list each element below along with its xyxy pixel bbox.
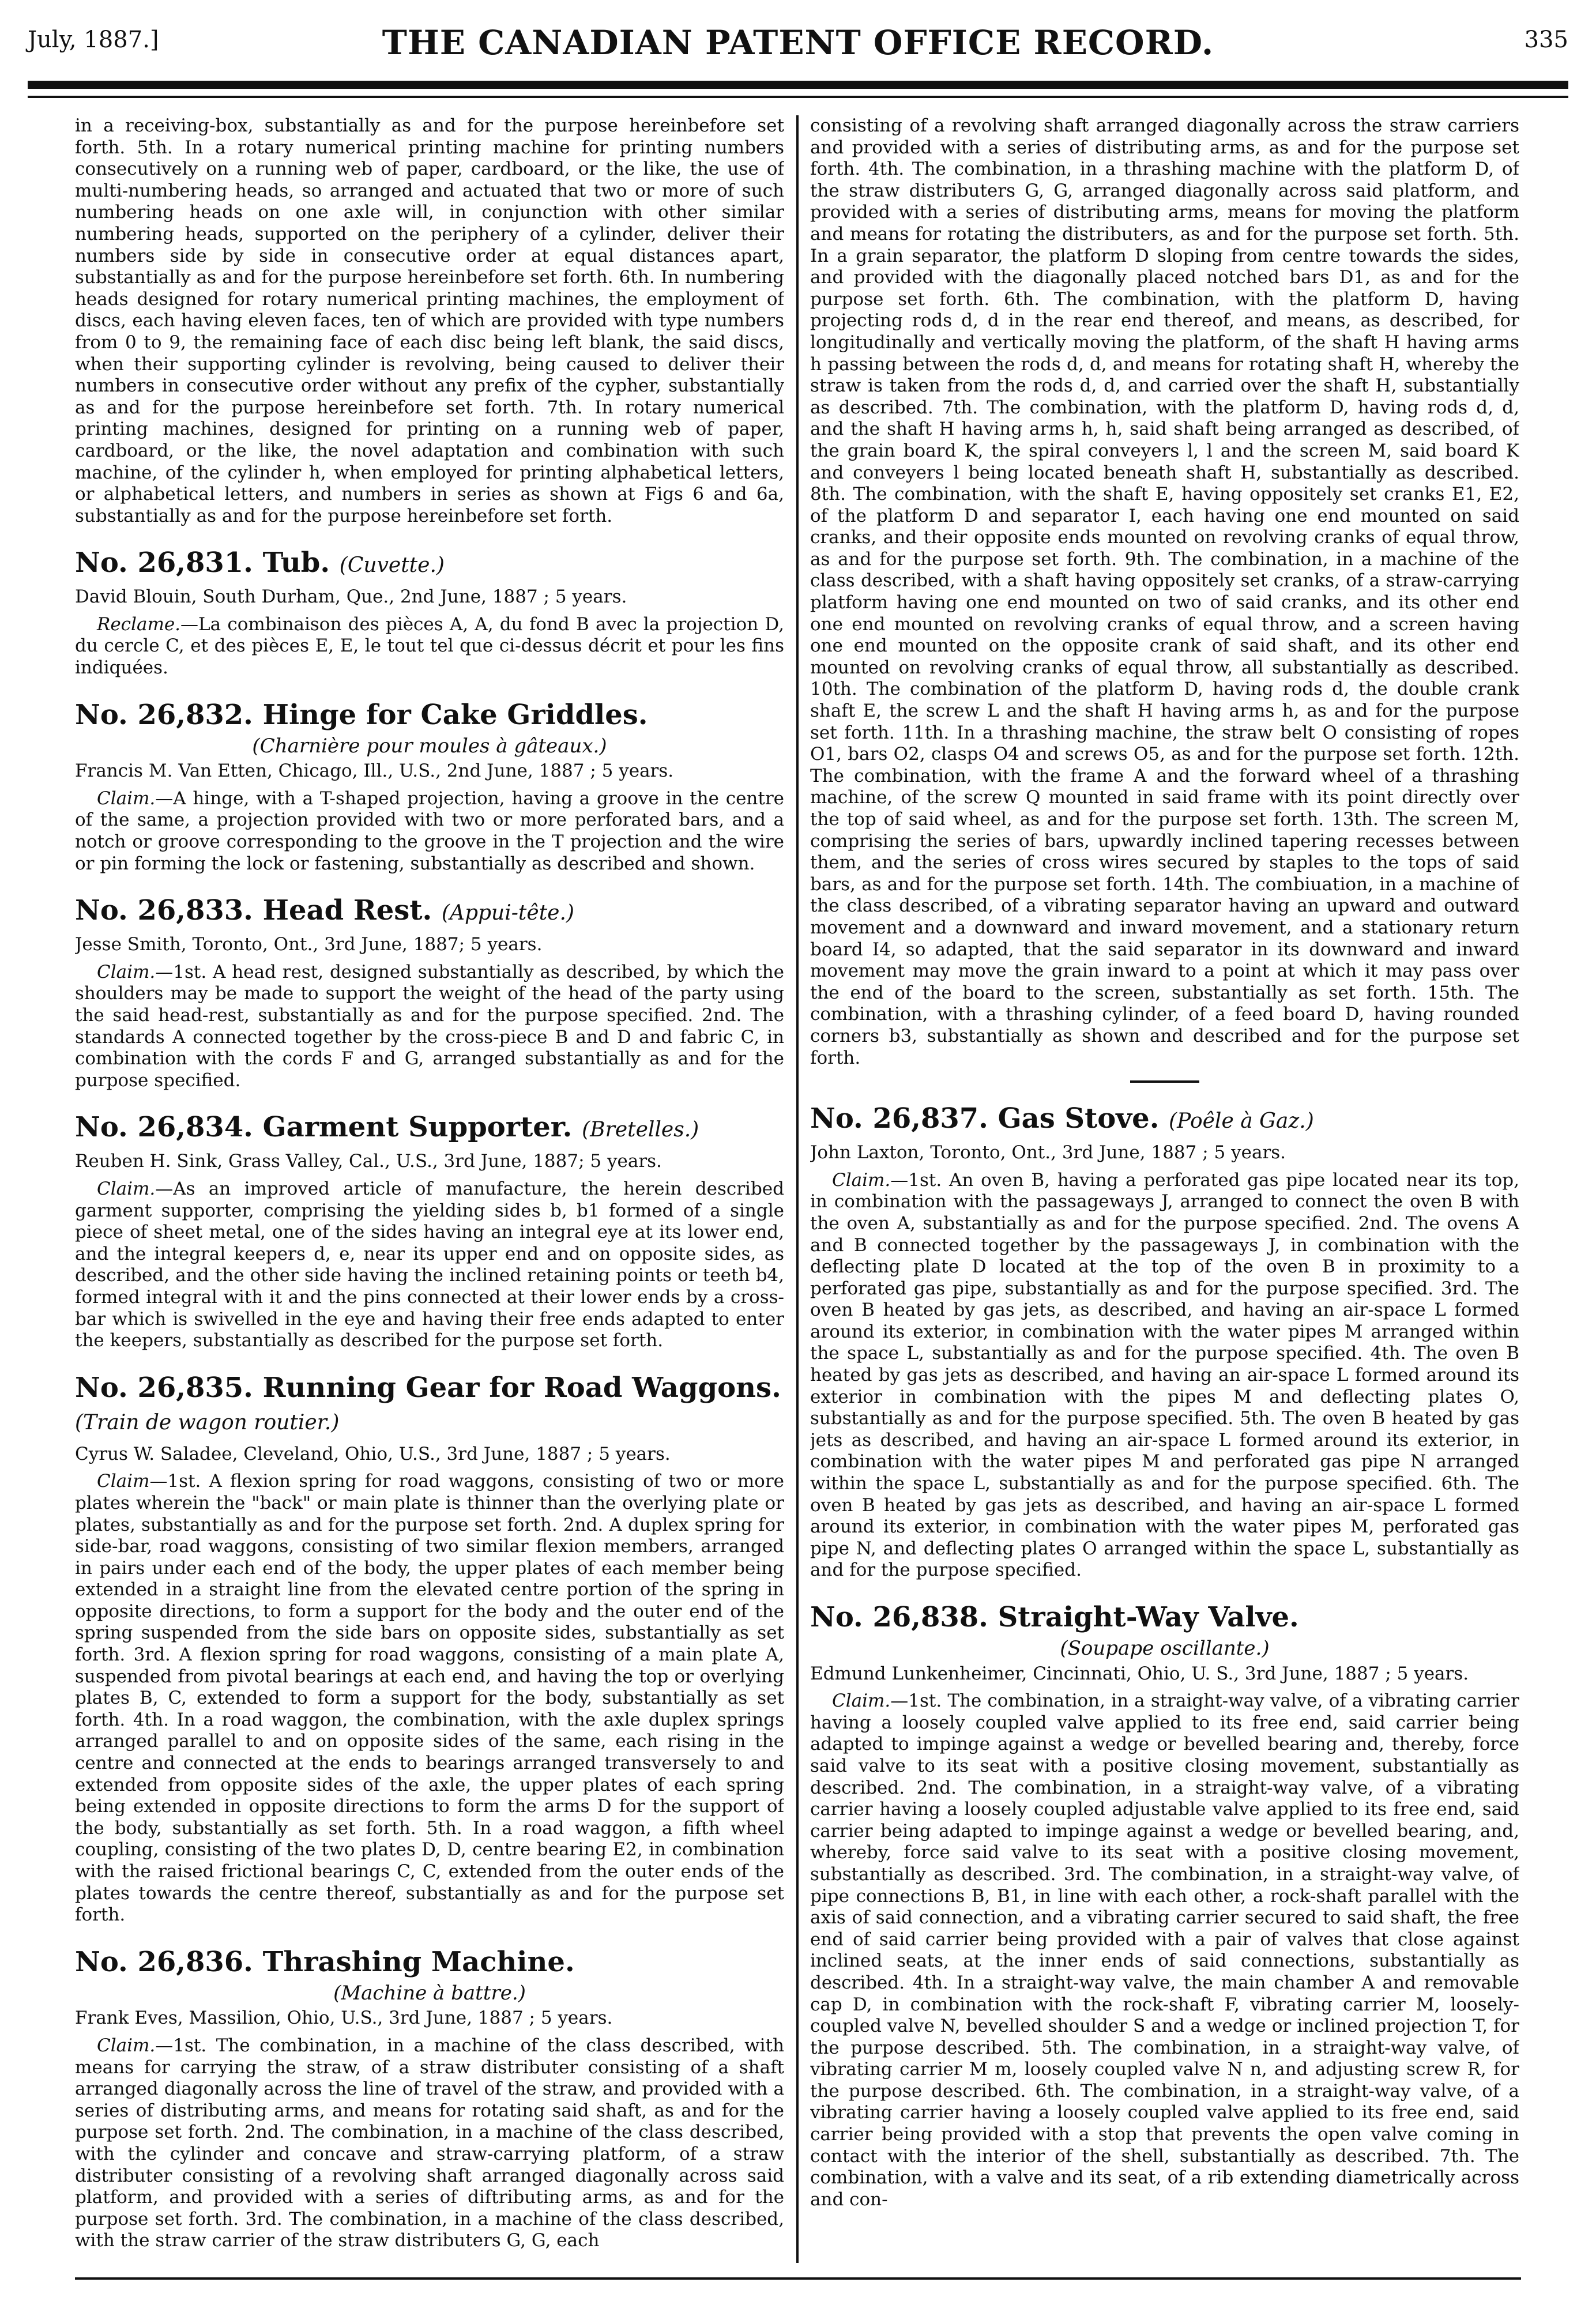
patent-title	[810, 1102, 1519, 1138]
patent-french-title: (Train de wagon routier.)	[75, 1410, 340, 1434]
journal-title: THE CANADIAN PATENT OFFICE RECORD.	[382, 23, 1214, 62]
page-number: 335	[1524, 27, 1568, 53]
claim-label: Claim.	[97, 961, 156, 982]
claim-text	[75, 2035, 784, 2252]
claim-text	[75, 614, 784, 679]
inventor-line: John Laxton, Toronto, Ont., 3rd June, 1887 ; 5 years.	[810, 1142, 1286, 1163]
claim-text	[75, 962, 784, 1092]
patent-title	[75, 547, 784, 582]
claim-label: Claim.	[97, 788, 156, 809]
footer-rule	[75, 2277, 1521, 2280]
claim-text	[75, 1178, 784, 1352]
page-header	[28, 23, 1568, 69]
header-rule-thin	[28, 96, 1568, 98]
patent-title: No. 26,838. Straight-Way Valve.	[810, 1601, 1299, 1633]
claim-label: Claim.	[832, 1690, 891, 1712]
patent-title	[75, 894, 784, 929]
inventor-line: Cyrus W. Saladee, Cleveland, Ohio, U.S., 3rd June, 1887 ; 5 years.	[75, 1443, 671, 1464]
patent-title: No. 26,832. Hinge for Cake Griddles.	[75, 698, 648, 731]
claim-body: —1st. The combination, in a machine of the class described, with means for carrying the straw, of a straw distributer consisting of a shaft arranged diagonally across the line of travel of the straw, and provided with a series of distributing arms, and means for rotating said shaft, as and for the purpose set forth. 2nd. The combination, in a machine of the class described, with the cylinder and concave and straw-carrying platform, of a straw distributer consisting of a revolving shaft arranged diagonally across said platform, and provided with a series of diftributing arms, as and for the purpose set forth. 3rd. The combination, in a machine of the class described, with the straw carrier of the straw distributers G, G, each	[75, 2035, 784, 2251]
right-column	[810, 115, 1519, 2263]
patent-french-title: (Poêle à Gaz.)	[1169, 1109, 1314, 1133]
patent-title	[75, 1111, 784, 1146]
inventor-line: Edmund Lunkenheimer, Cincinnati, Ohio, U. S., 3rd June, 1887 ; 5 years.	[810, 1663, 1469, 1684]
patent-entry-26835	[75, 1372, 784, 1926]
patent-entry-26836	[75, 1946, 784, 2252]
patent-french-title: (Soupape oscillante.)	[1060, 1637, 1270, 1660]
patent-title	[75, 1372, 784, 1439]
issue-date: July, 1887.]	[28, 27, 159, 53]
left-column	[75, 115, 784, 2263]
patent-french-title: (Bretelles.)	[582, 1118, 699, 1142]
claim-body: —1st. The combination, in a straight-way valve, of a vibrating carrier having a loosely coupled valve applied to its free end, said carrier being adapted to impinge against a wedge or bevelled bearing and, thereby, force said valve to its seat with a positive closing movement, substantially as described. 2nd. The combination, in a straight-way valve, of a vibrating carrier having a loosely coupled adjustable valve applied to its free end, said carrier being adapted to impinge against a wedge or bevelled bearing, and, whereby, force said valve to its seat with a positive closing movement, substantially as described. 3rd. The combination, in a straight-way valve, of pipe connections B, B1, in line with each other, a rock-shaft parallel with the axis of said connection, and a vibrating carrier secured to said shaft, the free end of said carrier being provided with a pair of valves that close against inclined seats, at the inner ends of said connections, substantially as described. 4th. In a straight-way valve, the main chamber A and removable cap D, in combination with the rock-shaft F, vibrating carrier M, loosely-coupled valve N, bevelled shoulder S and a wedge or inclined projection T, for the purpose described. 5th. The combination, in a straight-way valve, of vibrating carrier M m, loosely coupled valve N n, and adjusting screw R, for the purpose described. 6th. The combination, in a straight-way valve, of a vibrating carrier having a loosely coupled valve applied to its free end, said carrier being provided with a stop that prevents the open valve coming in contact with the interior of the shell, substantially as described. 7th. The combination, with a valve and its seat, of a rib extending diametrically across and con-	[810, 1690, 1519, 2210]
patent-title-text: No. 26,837. Gas Stove.	[810, 1102, 1160, 1135]
claim-text	[810, 1690, 1519, 2210]
continued-claims: in a receiving-box, substantially as and for the purpose hereinbefore set forth. 5th. In a rotary numerical printing machine for printing numbers consecutively on a running web of paper, cardboard, or the like, the use of multi-numbering heads, so arranged and actuated that two or more of such numbering heads on one axle will, in conjunction with other similar numbering heads, supported on the periphery of a cylinder, deliver their numbers side by side in consecutive order at equal distances apart, substantially as and for the purpose hereinbefore set forth. 6th. In numbering heads designed for rotary numerical printing machines, the employment of discs, each having eleven faces, ten of which are provided with type numbers from 0 to 9, the remaining face of each disc being left blank, the said discs, when their supporting cylinder is revolving, being caused to deliver their numbers in consecutive order without any prefix of the cypher, substantially as and for the purpose hereinbefore set forth. 7th. In rotary numerical printing machines, designed for printing on a running web of paper, cardboard, or the like, the novel adaptation and combination with such machine, of the cylinder h, when employed for printing alphabetical letters, or alphabetical letters, and numbers in series as shown at Figs 6 and 6a, substantially as and for the purpose hereinbefore set forth.	[75, 115, 784, 526]
patent-french-title: (Machine à battre.)	[333, 1981, 526, 2005]
claim-body: —1st. A flexion spring for road waggons, consisting of two or more plates wherein the "back" or main plate is thinner than the overlying plate or plates, substantially as and for the purpose set forth. 2nd. A duplex spring for side-bar, road waggons, consisting of two similar flexion members, arranged in pairs under each end of the body, the upper plates of each member being extended in a straight line from the elevated centre portion of the spring in opposite directions, to form a support for the body and the outer end of the spring suspended from the side bars on opposite sides, substantially as set forth. 3rd. A flexion spring for road waggons, consisting of a main plate A, suspended from pivotal bearings at each end, and having the top or overlying plates B, C, extended to form a support for the body, substantially as set forth. 4th. In a road waggon, the combination, with the axle duplex springs arranged parallel to and on opposite sides of the same, each rising in the centre and connected at the ends to bearings arranged transversely to and extended from opposite sides of the axle, the upper plates of each spring being extended in opposite directions to form the arms D for the support of the body, substantially as set forth. 5th. In a road waggon, a fifth wheel coupling, consisting of the two plates D, D, centre bearing E2, in combination with the raised frictional bearings C, C, extended from the outer ends of the plates towards the centre thereof, substantially as and for the purpose set forth.	[75, 1471, 784, 1926]
claim-body: —As an improved article of manufacture, the herein described garment supporter, comprising the yielding sides b, b1 formed of a single piece of sheet metal, one of the sides having an integral eye at its lower end, and the integral keepers d, e, near its upper end and on opposite sides, as described, and the other side having the inclined retaining points or teeth b4, formed integral with it and the pins connected at their lower ends by a cross-bar which is swivelled in the eye and having their free ends adapted to enter the keepers, substantially as described for the purpose set forth.	[75, 1178, 784, 1351]
inventor-line: Frank Eves, Massilion, Ohio, U.S., 3rd June, 1887 ; 5 years.	[75, 2008, 613, 2029]
inventor-line: Jesse Smith, Toronto, Ont., 3rd June, 1887; 5 years.	[75, 934, 543, 955]
patent-entry-26832	[75, 699, 784, 875]
claim-label: Claim.	[97, 2035, 156, 2056]
patent-entry-26838	[810, 1601, 1519, 2210]
claim-body: —A hinge, with a T-shaped projection, having a groove in the centre of the same, a projection provided with two or more perforated bars, and a notch or groove corresponding to the groove in the T projection and the wire or pin forming the lock or fastening, substantially as described and shown.	[75, 788, 784, 874]
patent-title-text: No. 26,835. Running Gear for Road Waggons.	[75, 1371, 781, 1404]
patent-entry-26837	[810, 1102, 1519, 1581]
patent-french-title: (Appui-tête.)	[441, 901, 574, 925]
patent-french-title: (Charnière pour moules à gâteaux.)	[252, 734, 607, 758]
claim-body: —1st. A head rest, designed substantially as described, by which the shoulders may be made to support the weight of the head of the party using the said head-rest, substantially as and for the purpose specified. 2nd. The standards A connected together by the cross-piece B and D and fabric C, in combination with the cords F and G, arranged substantially as and for the purpose specified.	[75, 961, 784, 1091]
patent-entry-26831	[75, 547, 784, 679]
patent-entry-26833	[75, 894, 784, 1091]
header-rule-thick	[28, 81, 1568, 89]
patent-title-text: No. 26,831. Tub.	[75, 547, 330, 579]
claim-body: —La combinaison des pièces A, A, du fond B avec la projection D, du cercle C, et des pièces E, E, le tout tel que ci-dessus décrit et pour les fins indiquées.	[75, 613, 784, 679]
patent-title-text: No. 26,834. Garment Supporter.	[75, 1111, 573, 1144]
inventor-line: David Blouin, South Durham, Que., 2nd June, 1887 ; 5 years.	[75, 586, 627, 608]
continued-claims: consisting of a revolving shaft arranged diagonally across the straw carriers and provided with a series of distributing arms, as and for the purpose set forth. 4th. The combination, in a thrashing machine with the platform D, of the straw distributers G, G, arranged diagonally across said platform, and provided with a series of distributing arms, means for moving the platform and means for rotating the distributers, as and for the purpose set forth. 5th. In a grain separator, the platform D sloping from centre towards the sides, and provided with the diagonally placed notched bars D1, as and for the purpose set forth. 6th. The combination, with the platform D, having projecting rods d, d in the rear end thereof, and means, as described, for longitudinally and vertically moving the platform, of the shaft H having arms h passing between the rods d, d, and means for rotating shaft H, whereby the straw is taken from the rods d, d, and carried over the shaft H, substantially as described. 7th. The combination, with the platform D, having rods d, d, and the shaft H having arms h, h, said shaft being arranged as described, of the grain board K, the spiral conveyers l, l and the screen M, said board K and conveyers l being located beneath shaft H, substantially as described. 8th. The combination, with the shaft E, having oppositely set cranks E1, E2, of the platform D and separator I, each having one end mounted on said cranks, and their opposite ends mounted on revolving cranks of equal throw, as and for the purpose set forth. 9th. The combination, in a machine of the class described, with a shaft having oppositely set cranks, of a straw-carrying platform having one end mounted on two of said cranks, and its other end one end mounted on revolving cranks of equal throw, and a screen having one end mounted on the opposite crank of said shaft, and its other end mounted on revolving cranks of equal throw, all substantially as described. 10th. The combination of the platform D, having rods d, the double crank shaft E, the screw L and the shaft H having arms h, as and for the purpose set forth. 11th. In a thrashing machine, the straw belt O consisting of ropes O1, bars O2, clasps O4 and screws O5, as and for the purpose set forth. 12th. The combination, with the frame A and the forward wheel of a thrashing machine, of the screw Q mounted in said frame with its point directly over the top of said wheel, as and for the purpose set forth. 13th. The screen M, comprising the series of bars, upwardly inclined tapering recesses between them, and the series of cross wires secured by staples to the tops of said bars, as and for the purpose set forth. 14th. The combiuation, in a machine of the class described, of a vibrating separator having an upward and outward movement and a downward and inward movement, and a stationary return board I4, so adapted, that the said separator in its downward and inward movement may move the grain inward to a point at which it may pass over the end of the board to the screen, substantially as set forth. 15th. The combination, with a thrashing cylinder, of a feed board D, having rounded corners b3, substantially as shown and described and for the purpose set forth.	[810, 115, 1519, 1068]
patent-french-title: (Cuvette.)	[339, 553, 445, 578]
claim-label: Claim.	[832, 1169, 891, 1191]
claim-text	[810, 1170, 1519, 1581]
claim-text	[75, 1471, 784, 1926]
patent-title: No. 26,836. Thrashing Machine.	[75, 1945, 575, 1978]
inventor-line: Reuben H. Sink, Grass Valley, Cal., U.S., 3rd June, 1887; 5 years.	[75, 1151, 662, 1172]
section-end-rule	[1130, 1080, 1199, 1083]
claim-text	[75, 788, 784, 875]
claim-body: —1st. An oven B, having a perforated gas pipe located near its top, in combination with the passageways J, arranged to connect the oven B with the oven A, substantially as and for the purpose specified. 2nd. The ovens A and B connected together by the passageways J, in combination with the deflecting plate D located at the top of the oven B in proximity to a perforated gas pipe, substantially as and for the purpose specified. 3rd. The oven B heated by gas jets, as described, and having an air-space L formed around its exterior, in combination with the water pipes M arranged within the space L, substantially as and for the purpose specified. 4th. The oven B heated by gas jets as described, and having an air-space L formed around its exterior in combination with the pipes M and deflecting plates O, substantially as and for the purpose specified. 5th. The oven B heated by gas jets as described, and having an air-space L formed around its exterior, in combination with the water pipes M and perforated gas pipe N arranged within the space L, substantially as and for the purpose specified. 6th. The oven B heated by gas jets as described, and having an air-space L formed around its exterior, in combination with the water pipes M, perforated gas pipe N, and deflecting plates O arranged within the space L, substantially as and for the purpose specified.	[810, 1169, 1519, 1581]
patent-title-text: No. 26,833. Head Rest.	[75, 894, 432, 927]
inventor-line: Francis M. Van Etten, Chicago, Ill., U.S., 2nd June, 1887 ; 5 years.	[75, 760, 674, 782]
claim-label: Claim.	[97, 1178, 156, 1199]
claim-label: Reclame.	[97, 613, 181, 635]
column-divider	[796, 115, 799, 2263]
patent-entry-26834	[75, 1111, 784, 1351]
claim-label: Claim	[97, 1471, 150, 1492]
